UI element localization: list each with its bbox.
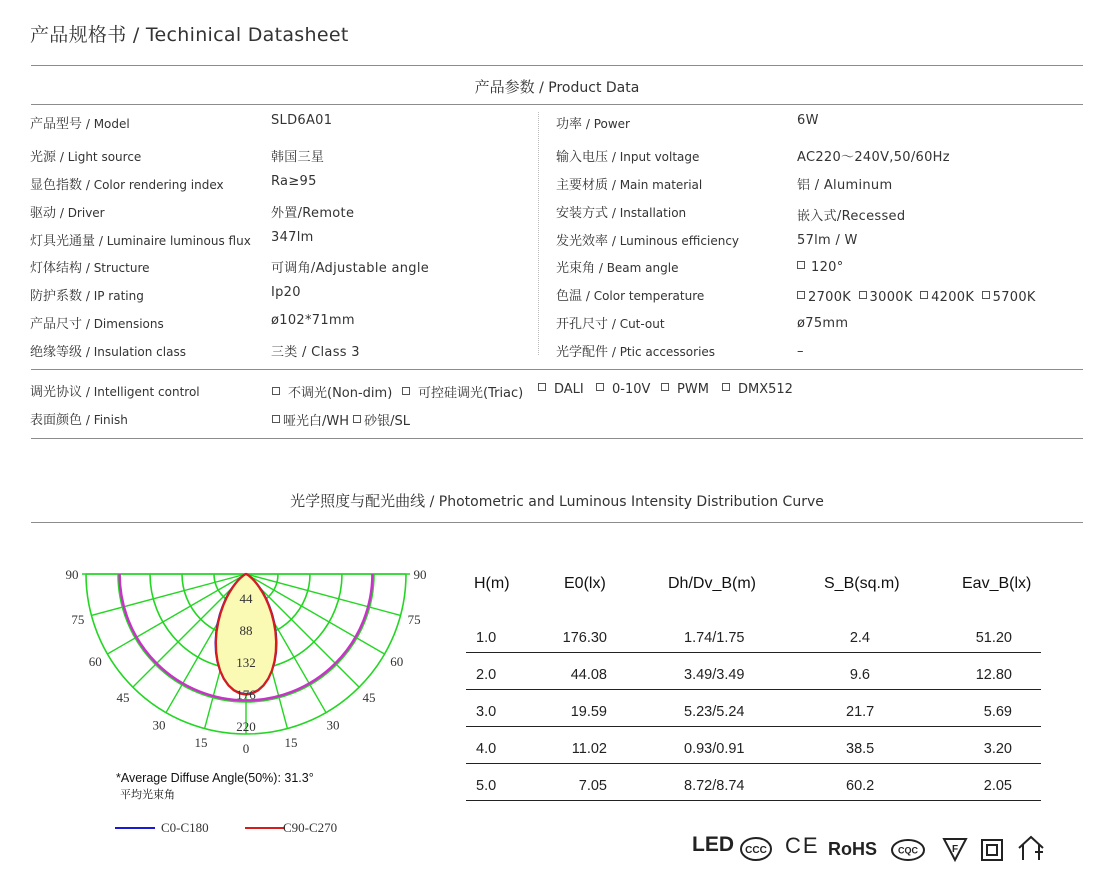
control-option[interactable]: DALI [538, 382, 584, 397]
checkbox-icon [272, 415, 280, 423]
control-option[interactable]: 不调光(Non-dim) [272, 382, 392, 401]
table-cell: 1.74/1.75 [684, 630, 745, 646]
product-data-title-en: / Product Data [534, 80, 640, 96]
diffuse-angle-note: *Average Diffuse Angle(50%): 31.3° [116, 771, 314, 785]
spec-value: 57lm / W [797, 233, 858, 248]
spec-label: 光源 / Light source [30, 150, 142, 165]
checkbox-icon [353, 415, 361, 423]
legend-c0-label: C0-C180 [161, 820, 209, 835]
table-cell: 176.30 [562, 630, 607, 646]
spec-value: 韩国三星 [271, 150, 325, 165]
polar-radial-label: 88 [239, 623, 253, 638]
polar-radial-label: 176 [236, 687, 256, 702]
control-option[interactable]: 0-10V [596, 382, 650, 397]
checkbox-icon [272, 387, 280, 395]
table-header-cell: E0(lx) [564, 575, 606, 592]
checkbox-icon [797, 261, 805, 269]
polar-angle-label: 60 [88, 654, 102, 669]
table-cell: 8.72/8.74 [684, 778, 745, 794]
spec-value: 可调角/Adjustable angle [271, 261, 430, 276]
divider [31, 522, 1083, 523]
product-data-heading [0, 76, 1114, 97]
polar-radial-label: 220 [236, 719, 256, 734]
finish-option-wh[interactable]: 哑光白/WH [272, 414, 349, 429]
spec-label: 主要材质 / Main material [556, 178, 703, 193]
finish-options [272, 410, 410, 429]
table-cell: 3.49/3.49 [684, 667, 745, 683]
control-label: 调光协议 / Intelligent control [30, 385, 200, 400]
table-cell: 7.05 [578, 778, 607, 794]
polar-angle-label: 0 [242, 741, 250, 756]
f-mark-icon [942, 836, 968, 862]
polar-angle-label: 45 [362, 690, 376, 706]
table-cell: 5.69 [983, 704, 1012, 720]
spec-value: 6W [797, 113, 819, 128]
spec-label: 开孔尺寸 / Cut-out [556, 317, 665, 332]
table-cell: 44.08 [570, 667, 607, 683]
polar-angle-label: 30 [326, 717, 340, 733]
legend-c90-label: C90-C270 [283, 820, 338, 835]
color-temp-options [797, 290, 1036, 305]
spec-value: 外置/Remote [271, 206, 355, 221]
spec-label: 驱动 / Driver [30, 206, 105, 221]
polar-radial-label: 132 [236, 655, 256, 670]
spec-label: 产品尺寸 / Dimensions [30, 317, 164, 332]
spec-label: 输入电压 / Input voltage [556, 150, 700, 165]
legend-swatch-c90 [245, 827, 285, 829]
table-cell: 12.80 [975, 667, 1012, 683]
table-header-cell: Dh/Dv_B(m) [668, 575, 757, 592]
table-header-cell: S_B(sq.m) [824, 575, 900, 592]
finish-label: 表面颜色 / Finish [30, 413, 128, 428]
table-cell: 3.0 [476, 704, 497, 720]
color-temp-option[interactable]: 2700K [797, 290, 851, 305]
table-cell: 5.0 [476, 778, 497, 794]
checkbox-icon [402, 387, 410, 395]
class-ii-square-icon [980, 838, 1004, 862]
spec-value: 347lm [271, 230, 314, 245]
spec-value: AC220～240V,50/60Hz [797, 150, 950, 165]
table-cell: 38.5 [846, 741, 875, 757]
color-temp-option[interactable]: 3000K [859, 290, 913, 305]
legend-swatch-c0 [115, 827, 155, 829]
spec-value: ø102*71mm [271, 313, 355, 328]
polar-angle-label: 90 [65, 568, 79, 582]
polar-distribution-chart [60, 568, 440, 768]
product-data-title-cn: 产品参数 [474, 78, 535, 96]
finish-option-sl[interactable]: 砂银/SL [353, 414, 410, 429]
spec-label: 显色指数 / Color rendering index [30, 178, 224, 193]
control-option[interactable]: 可控硅调光(Triac) [402, 382, 523, 401]
spec-label: 功率 / Power [556, 117, 630, 132]
polar-angle-label: 15 [194, 735, 208, 751]
divider [31, 438, 1083, 439]
table-cell: 11.02 [571, 741, 607, 757]
spec-value: SLD6A01 [271, 113, 333, 128]
svg-text:CQC: CQC [898, 845, 918, 856]
divider [31, 65, 1083, 66]
table-cell: 21.7 [846, 704, 875, 720]
house-mark-icon [1016, 834, 1046, 862]
svg-text:CCC: CCC [745, 845, 767, 856]
polar-angle-label: 75 [71, 612, 85, 628]
table-cell: 2.05 [983, 778, 1012, 794]
polar-angle-label: 15 [284, 735, 298, 751]
checkbox-icon [722, 383, 730, 391]
polar-angle-label: 30 [152, 717, 166, 733]
table-row [466, 764, 1041, 801]
spec-label: 灯具光通量 / Luminaire luminous flux [30, 234, 251, 249]
table-header-cell: H(m) [474, 575, 510, 592]
polar-angle-label: 90 [413, 568, 427, 582]
spec-value: 120° [797, 260, 844, 275]
spec-label: 光学配件 / Ptic accessories [556, 345, 716, 360]
cqc-mark-icon [890, 838, 926, 862]
checkbox-icon [982, 291, 990, 299]
spec-value: 三类 / Class 3 [271, 345, 360, 360]
spec-value: Ra≥95 [271, 174, 317, 189]
divider [31, 369, 1083, 370]
checkbox-icon [596, 383, 604, 391]
spec-value: Ip20 [271, 285, 301, 300]
ccc-mark-icon [739, 835, 773, 863]
checkbox-icon [920, 291, 928, 299]
divider [31, 104, 1083, 105]
spec-label: 发光效率 / Luminous efficiency [556, 234, 740, 249]
table-cell: 0.93/0.91 [684, 741, 745, 757]
checkbox-icon [859, 291, 867, 299]
page-title: 产品规格书 / Techinical Datasheet [30, 24, 349, 46]
polar-angle-label: 60 [390, 654, 404, 669]
spec-value: 铝 / Aluminum [797, 178, 893, 193]
led-mark: LED [692, 833, 734, 856]
table-row [466, 690, 1041, 727]
spec-label: 产品型号 / Model [30, 117, 130, 132]
spec-value: – [797, 344, 804, 359]
table-cell: 4.0 [476, 741, 497, 757]
checkbox-icon [538, 383, 546, 391]
spec-label: 安装方式 / Installation [556, 206, 687, 221]
table-cell: 19.59 [570, 704, 607, 720]
color-temp-option[interactable]: 5700K [982, 290, 1036, 305]
rohs-mark: RoHS [828, 839, 877, 859]
spec-label: 光束角 / Beam angle [556, 261, 679, 276]
polar-angle-label: 45 [116, 690, 130, 706]
table-cell: 5.23/5.24 [684, 704, 745, 720]
color-temp-option[interactable]: 4200K [920, 290, 974, 305]
column-divider [538, 112, 539, 355]
spec-label: 绝缘等级 / Insulation class [30, 345, 186, 360]
control-option[interactable]: PWM [661, 382, 709, 397]
photometric-heading: 光学照度与配光曲线 / Photometric and Luminous Intensity Distribution Curve [290, 492, 824, 510]
checkbox-icon [661, 383, 669, 391]
table-cell: 3.20 [983, 741, 1012, 757]
control-option[interactable]: DMX512 [722, 382, 793, 397]
table-row [466, 727, 1041, 764]
spec-label: 灯体结构 / Structure [30, 261, 150, 276]
diffuse-angle-note-cn: 平均光束角 [120, 788, 175, 801]
polar-radial-label: 44 [239, 591, 253, 606]
table-cell: 51.20 [975, 630, 1012, 646]
table-cell: 1.0 [476, 630, 497, 646]
table-row [466, 616, 1041, 653]
table-cell: 2.0 [476, 667, 497, 683]
checkbox-icon [797, 291, 805, 299]
polar-angle-label: 75 [407, 612, 421, 628]
table-header-cell: Eav_B(lx) [962, 575, 1032, 592]
table-row [466, 653, 1041, 690]
table-cell: 9.6 [849, 667, 870, 683]
spec-label: 色温 / Color temperature [556, 289, 705, 304]
spec-label: 防护系数 / IP rating [30, 289, 144, 304]
table-cell: 60.2 [846, 778, 875, 794]
spec-value: 嵌入式/Recessed [797, 209, 906, 224]
spec-value: ø75mm [797, 316, 849, 331]
ce-mark: CE [785, 833, 820, 858]
table-cell: 2.4 [849, 630, 870, 646]
svg-text:F: F [951, 844, 959, 855]
